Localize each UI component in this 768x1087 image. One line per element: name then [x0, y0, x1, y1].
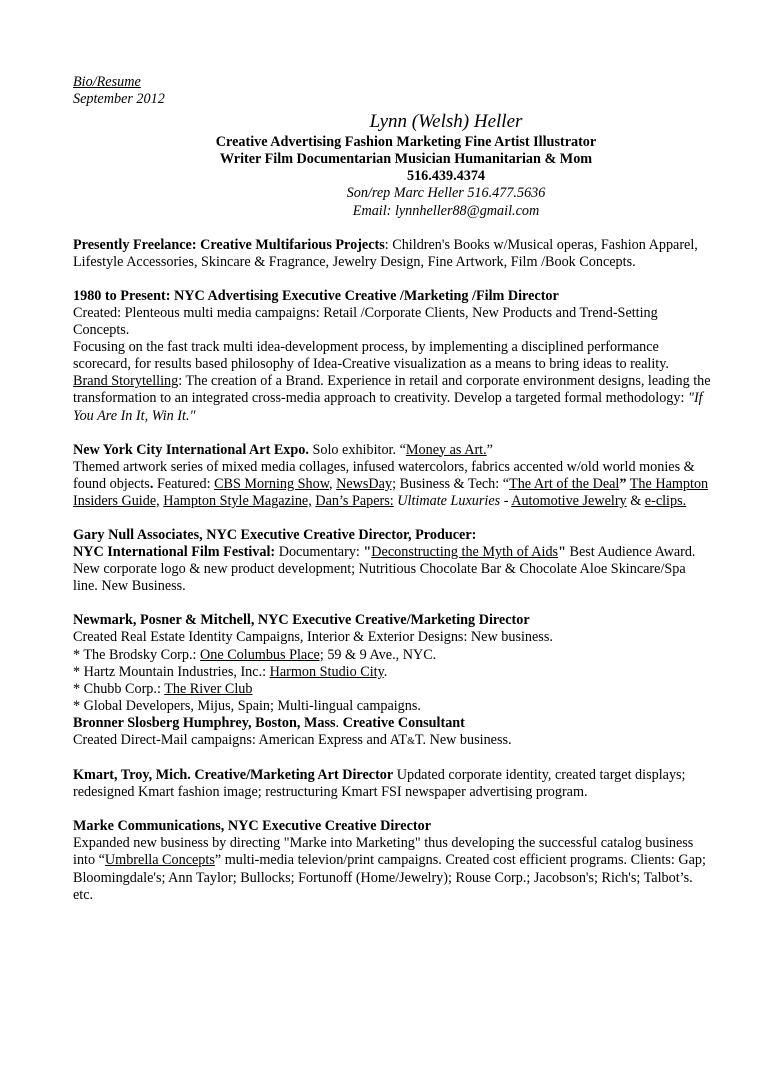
automotive-jewelry-link[interactable]: Automotive Jewelry — [511, 492, 627, 509]
roles-line-1: Creative Advertising Fashion Marketing Fine Artist Illustrator — [215, 134, 597, 151]
close-quote-2: ” — [619, 475, 627, 492]
dot: . — [149, 475, 154, 492]
business-text: Business & Tech: “ — [396, 475, 510, 492]
gary-null-paragraph — [73, 544, 713, 595]
kmart-heading: Kmart, Troy, Mich. Creative/Marketing Art Director — [73, 767, 394, 784]
brand-paragraph — [73, 373, 713, 424]
freelance-text: : Children's Books w/Musical operas, Fashion Apparel, Lifestyle Accessories, Skincare & Fragrance, Jewelry Design, Fine Artwork, Film /Book Concepts. — [73, 236, 698, 270]
art-expo-paragraph — [73, 459, 713, 510]
newmark-intro: Created Real Estate Identity Campaigns, Interior & Exterior Designs: New business. — [73, 629, 553, 646]
umbrella-concepts-link[interactable]: Umbrella Concepts — [104, 852, 215, 869]
harmon-studio-link[interactable]: Harmon Studio City — [269, 663, 384, 680]
motto: "If You Are In It, Win It." — [73, 390, 703, 424]
section-art-expo — [73, 442, 713, 510]
quote-open: " — [363, 544, 372, 561]
gary-null-text: Best Audience Award. New corporate logo & new product development; Nutritious Chocolate Bar & Chocolate Aloe Skincare/Spa line. New Business. — [73, 544, 696, 595]
freelance-paragraph — [73, 237, 713, 271]
film-title-link[interactable]: Deconstructing the Myth of Aids — [371, 544, 559, 561]
kmart-paragraph — [73, 767, 713, 801]
newmark-heading: Newmark, Posner & Mitchell, NYC Executive Creative/Marketing Director — [73, 612, 530, 629]
bullet-1-text: * The Brodsky Corp.: — [73, 646, 201, 663]
one-columbus-link[interactable]: One Columbus Place; — [200, 646, 324, 663]
email: Email: lynnheller88@gmail.com — [352, 202, 540, 219]
bronner-text-line — [73, 732, 713, 750]
doc-date: September 2012 — [73, 91, 165, 108]
quote-close: " — [558, 544, 566, 561]
section-gary-null — [73, 527, 713, 595]
marke-paragraph — [73, 835, 713, 903]
cbs-link[interactable]: CBS Morning Show — [214, 475, 330, 492]
person-name: Lynn (Welsh) Heller — [369, 111, 523, 133]
bronner-amp: & — [407, 736, 415, 747]
rep-contact: Son/rep Marc Heller 516.477.5636 — [346, 185, 546, 202]
section-advertising — [73, 288, 713, 425]
section-marke — [73, 818, 713, 903]
hampton-guide-link[interactable]: The Hampton Insiders Guide, — [73, 475, 709, 509]
hampton-style-link[interactable]: Hampton Style Magazine, — [163, 492, 312, 509]
doc-type: Bio/Resume — [73, 74, 141, 90]
newmark-bullet-3 — [73, 681, 713, 698]
documentary-label: Documentary: — [275, 544, 364, 561]
phone: 516.439.4374 — [406, 168, 486, 185]
bronner-dot: . — [335, 714, 343, 731]
advertising-para-2: Focusing on the fast track multi idea-development process, by implementing a disciplined performance scorecard, for results based philosophy of Idea-Creative visualization as a means to bring ideas to reality. — [73, 339, 669, 373]
newsday-link[interactable]: NewsDay; — [336, 475, 397, 492]
art-expo-heading: New York City International Art Expo. — [73, 441, 309, 458]
advertising-para-1: Created: Plenteous multi media campaigns: Retail /Corporate Clients, New Products and Trend-Setting Concepts. — [73, 304, 658, 339]
marke-text: Expanded new business by directing "Marke into Marketing" thus developing the successful catalog business into “ — [73, 835, 694, 869]
festival-label: NYC International Film Festival: — [73, 544, 276, 561]
newmark-bullet-1 — [73, 647, 713, 664]
dash: - — [500, 492, 512, 509]
brand-text: : The creation of a Brand. Experience in retail and corporate environment designs, leading the transformation to an integrated cross-media approach to creativity. Develop a targeted formal methodology: — [73, 373, 711, 407]
resume-document — [73, 74, 713, 904]
marke-heading: Marke Communications, NYC Executive Creative Director — [73, 818, 432, 835]
river-club-link[interactable]: The River Club — [164, 680, 253, 697]
bullet-2-post: . — [383, 663, 388, 680]
section-newmark — [73, 612, 713, 750]
bronner-heading-line — [73, 715, 713, 732]
comma: , — [329, 475, 337, 492]
bronner-heading: Bronner Slosberg Humphrey, Boston, Mass — [73, 714, 336, 731]
ultimate-luxuries: Ultimate Luxuries — [393, 492, 501, 509]
kmart-text: Updated corporate identity, created target displays; redesigned Kmart fashion image; restructuring Kmart FSI newspaper advertising program. — [73, 767, 686, 801]
bronner-text-post: T. New business. — [414, 732, 512, 748]
newmark-bullet-4: * Global Developers, Mijus, Spain; Multi-lingual campaigns. — [73, 697, 421, 714]
marke-text-post: ” multi-media televion/print campaigns. Created cost efficient programs. Clients: Gap; Bloomingdale's; Ann Taylor; Bullocks; Fortunoff (Home/Jewelry); Rouse Corp.; Jacobson's; Rich's; Talbot’s. etc. — [73, 852, 706, 903]
featured-label: Featured: — [153, 475, 215, 492]
e-clips-link[interactable]: e-clips. — [644, 492, 687, 509]
close-quote: ” — [486, 441, 493, 458]
advertising-heading: 1980 to Present: NYC Advertising Executive Creative /Marketing /Film Director — [73, 287, 559, 304]
bronner-text: Created Direct-Mail campaigns: American Express and AT — [73, 732, 408, 748]
brand-storytelling-link[interactable]: Brand Storytelling — [73, 373, 179, 390]
gary-null-heading: Gary Null Associates, NYC Executive Creative Director, Producer: — [73, 526, 477, 543]
bullet-3-text: * Chubb Corp.: — [73, 680, 165, 697]
art-of-deal-link[interactable]: The Art of the Deal — [509, 475, 620, 492]
money-as-art-link[interactable]: Money as Art. — [405, 441, 487, 458]
freelance-heading: Presently Freelance: Creative Multifarious Projects — [73, 236, 385, 253]
bronner-role: Creative Consultant — [342, 714, 465, 731]
solo-text: Solo exhibitor. “ — [308, 441, 406, 458]
newmark-bullet-2 — [73, 664, 713, 681]
section-kmart — [73, 767, 713, 801]
section-freelance — [73, 237, 713, 271]
bullet-1-post: 59 & 9 Ave., NYC. — [323, 646, 437, 663]
ampersand: & — [626, 492, 645, 509]
bullet-2-text: * Hartz Mountain Industries, Inc.: — [73, 663, 270, 680]
art-expo-text: Themed artwork series of mixed media collages, infused watercolors, fabrics accented w/old world monies & found objects — [73, 458, 695, 492]
art-expo-heading-line — [73, 442, 713, 459]
dans-papers-link[interactable]: Dan’s Papers: — [315, 492, 394, 509]
roles-line-2: Writer Film Documentarian Musician Humanitarian & Mom — [219, 151, 593, 168]
